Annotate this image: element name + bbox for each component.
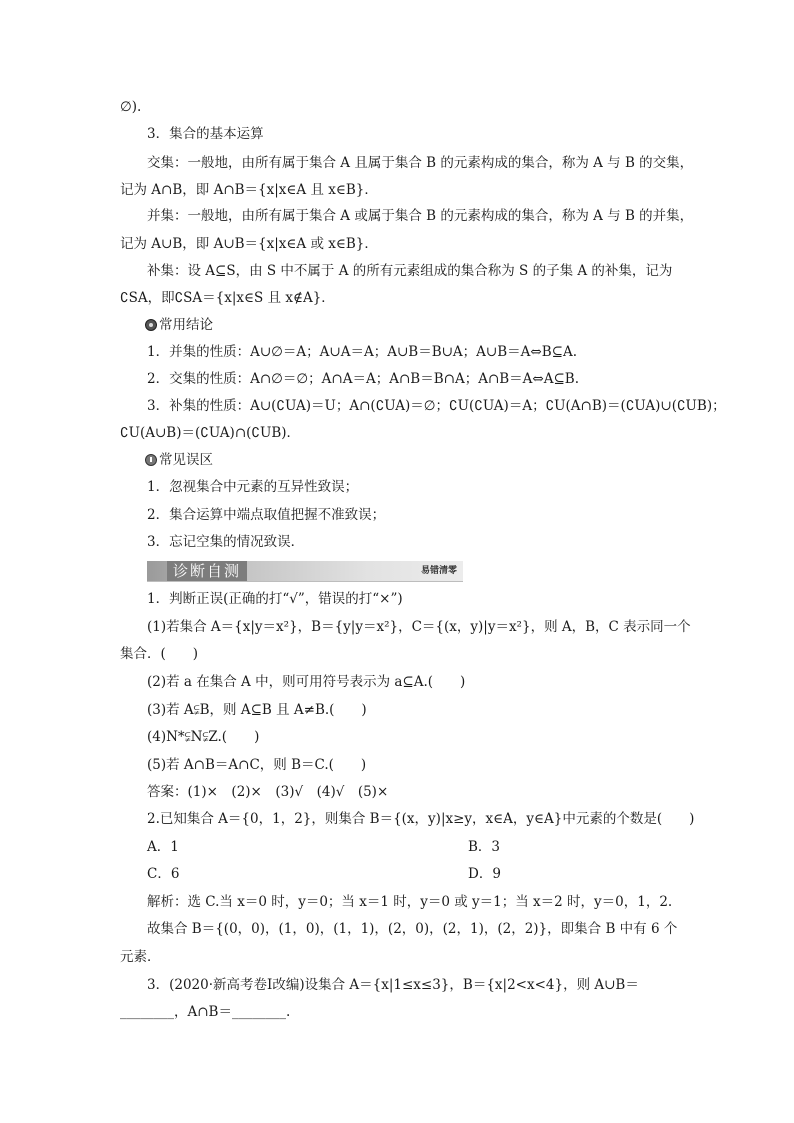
question-1-answer: 答案：(1)× (2)× (3)√ (4)√ (5)× xyxy=(147,784,389,800)
self-test-banner xyxy=(147,561,463,582)
common-conclusions-heading xyxy=(145,316,213,334)
union-definition: 并集：一般地，由所有属于集合 A 或属于集合 B 的元素构成的集合，称为 A 与 B 的并集， xyxy=(147,208,694,224)
question-1-item-5: (5)若 A∩B＝A∩C，则 B＝C.( ) xyxy=(147,757,367,773)
option-b: B．3 xyxy=(468,839,501,855)
question-2-analysis-cont: 故集合 B＝{(0，0)，(1，0)，(1，1)，(2，0)，(2，1)，(2，2)}，即集合 B 中有 6 个 xyxy=(147,921,678,937)
question-2-stem: 2.已知集合 A＝{0，1，2}，则集合 B＝{(x，y)|x≥y，x∈A，y∈A}中元素的个数是( ) xyxy=(147,811,695,827)
question-3-stem: 3．(2020·新高考卷Ⅰ改编)设集合 A＝{x|1≤x≤3}，B＝{x|2<x<4}，则 A∪B＝ xyxy=(147,977,639,993)
common-conclusions-label: 常用结论 xyxy=(159,317,213,333)
complement-definition: 补集：设 A⊆S，由 S 中不属于 A 的所有元素组成的集合称为 S 的子集 A 的补集，记为 xyxy=(147,263,673,279)
question-1-item-1: (1)若集合 A＝{x|y＝x²}，B＝{y|y＝x²}，C＝{(x，y)|y＝x²}，则 A，B，C 表示同一个 xyxy=(147,619,691,635)
intersection-notation: 记为 A∩B，即 A∩B＝{x|x∈A 且 x∈B}． xyxy=(120,182,378,198)
mistake-item-2: 2．集合运算中端点取值把握不准致误； xyxy=(147,507,386,523)
intersection-definition: 交集：一般地，由所有属于集合 A 且属于集合 B 的元素构成的集合，称为 A 与 B 的交集， xyxy=(147,155,694,171)
self-test-banner-tag: 易错清零 xyxy=(420,566,457,576)
option-c: C．6 xyxy=(147,866,180,882)
question-1-item-3: (3)若 A⫋B，则 A⊆B 且 A≠B.( ) xyxy=(147,702,367,718)
common-mistakes-label: 常见误区 xyxy=(159,452,213,468)
self-test-banner-label: 诊断自测 xyxy=(167,561,247,581)
warning-icon xyxy=(145,454,157,466)
intersection-properties: 2．交集的性质：A∩∅＝∅；A∩A＝A；A∩B＝B∩A；A∩B＝A⇔A⊆B. xyxy=(147,371,580,387)
question-1-item-2: (2)若 a 在集合 A 中，则可用符号表示为 a⊆A.( ) xyxy=(147,674,466,690)
question-2-analysis: 解析：选 C.当 x＝0 时，y＝0；当 x＝1 时，y＝0 或 y＝1；当 x＝2 时，y＝0，1，2. xyxy=(147,894,673,910)
text-line: ∅). xyxy=(120,99,142,115)
question-1-stem: 1．判断正误(正确的打“√”，错误的打“×”) xyxy=(147,591,403,607)
gear-icon xyxy=(145,319,157,331)
common-mistakes-heading xyxy=(145,451,213,469)
question-1-item-4: (4)N*⫋N⫋Z.( ) xyxy=(147,729,260,745)
union-properties: 1．并集的性质：A∪∅＝A；A∪A＝A；A∪B＝B∪A；A∪B＝A⇔B⊆A. xyxy=(147,344,577,360)
complement-properties: 3．补集的性质：A∪(∁UA)＝U；A∩(∁UA)＝∅；∁U(∁UA)＝A；∁U(A∩B)＝(∁UA)∪(∁UB)； xyxy=(147,398,726,414)
mistake-item-1: 1．忽视集合中元素的互异性致误； xyxy=(147,479,359,495)
option-a: A．1 xyxy=(147,839,179,855)
question-1-item-1-cont: 集合．( ) xyxy=(120,646,199,662)
mistake-item-3: 3．忘记空集的情况致误． xyxy=(147,534,305,550)
question-2-analysis-end: 元素． xyxy=(120,949,161,965)
option-d: D．9 xyxy=(468,866,501,882)
complement-notation: ∁SA，即∁SA＝{x|x∈S 且 x∉A}． xyxy=(120,290,335,306)
question-3-blanks: ________，A∩B＝________. xyxy=(120,1004,291,1020)
union-notation: 记为 A∪B，即 A∪B＝{x|x∈A 或 x∈B}． xyxy=(120,236,378,252)
complement-properties-cont: ∁U(A∪B)＝(∁UA)∩(∁UB)． xyxy=(120,425,301,441)
section-heading-set-operations: 3．集合的基本运算 xyxy=(147,126,264,142)
